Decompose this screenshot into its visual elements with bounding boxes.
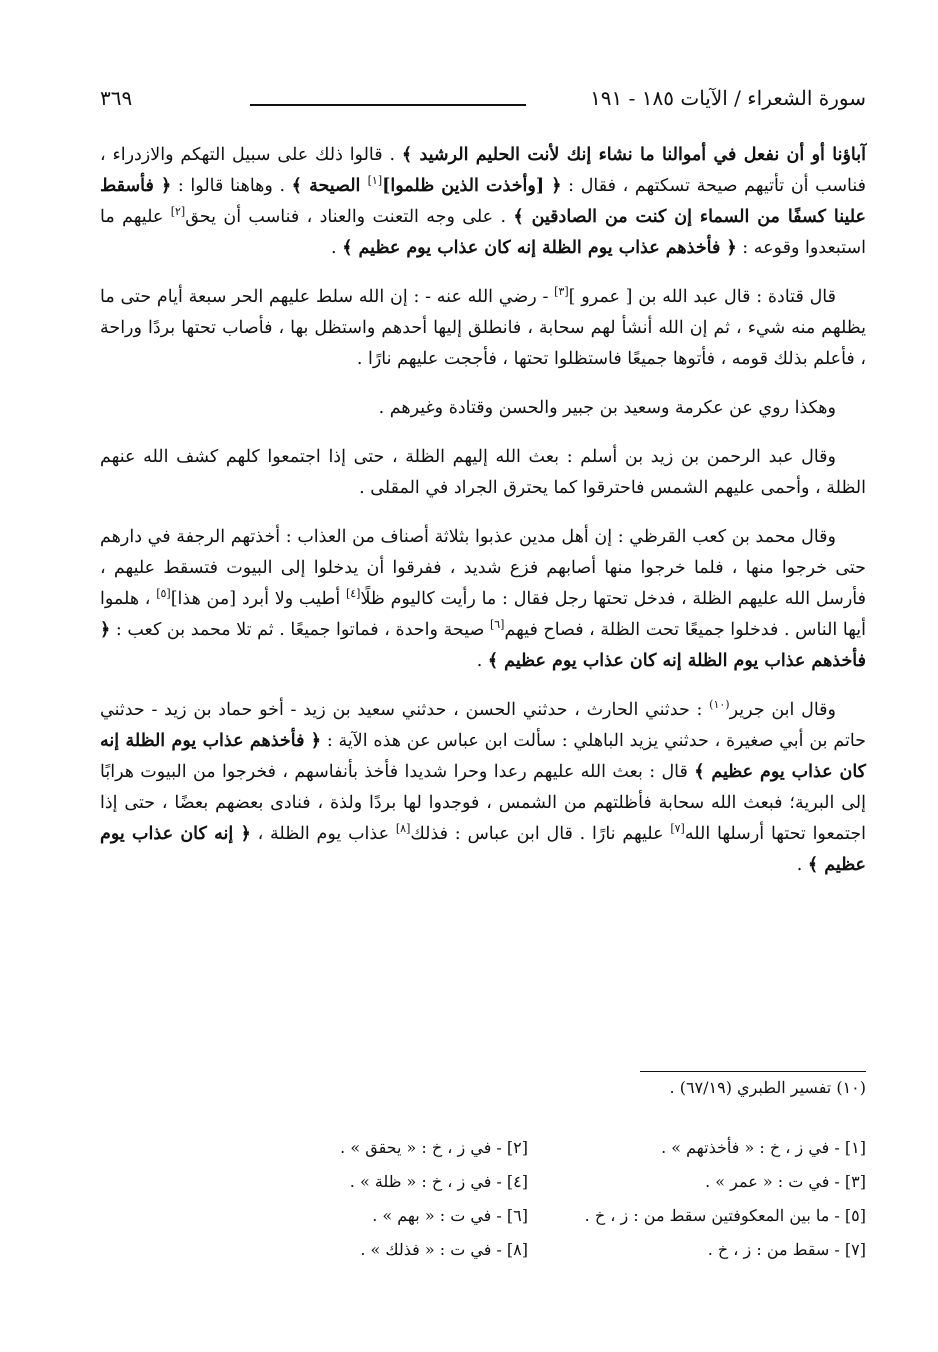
text-span: أطيب ولا أبرد [من هذا] bbox=[170, 589, 346, 609]
footnote-ref: [١] bbox=[367, 174, 383, 188]
footnote-row bbox=[190, 1206, 866, 1240]
paragraph-6 bbox=[100, 695, 866, 881]
footnote-4: [٤] - في ز ، خ : « ظلة » . bbox=[349, 1172, 528, 1191]
text-span: قال قتادة : قال عبد الله بن [ عمرو ] bbox=[568, 287, 836, 307]
quran-quote: ﴿ فأسقط علينا كسفًا من السماء إن كنت من الصادقين ﴾ bbox=[100, 176, 866, 227]
quran-quote: ﴿ فأخذهم عذاب يوم الظلة إنه كان عذاب يوم عظيم ﴾ bbox=[100, 620, 866, 671]
footnote-5: [٥] - ما بين المعكوفتين سقط من : ز ، خ . bbox=[584, 1206, 866, 1225]
footnote-7: [٧] - سقط من : ز ، خ . bbox=[707, 1240, 866, 1259]
footnote-ref: [٥] bbox=[156, 587, 171, 601]
footnote-10: (١٠) تفسير الطبري (٦٧/١٩) . bbox=[669, 1078, 866, 1097]
footnote-ref: [٣] bbox=[554, 285, 569, 299]
text-span: : حدثني الحارث ، حدثني الحسن ، حدثني سعيد بن زيد - أخو حماد بن زيد - حدثني حاتم بن أبي صغيرة ، حدثني يزيد الباهلي : سألت ابن عباس عن هذه الآية : bbox=[100, 700, 866, 751]
quran-quote: ﴿ [وأخذت الذين ظلموا] bbox=[382, 176, 562, 196]
header-rule bbox=[250, 104, 526, 106]
quran-quote: ﴿ فأخذهم عذاب يوم الظلة إنه كان عذاب يوم عظيم ﴾ bbox=[100, 731, 866, 782]
page-number: ٣٦٩ bbox=[100, 86, 133, 110]
paragraph-5 bbox=[100, 522, 866, 677]
footnote-ref: [٤] bbox=[345, 587, 361, 601]
text-span: عليهم ما استبعدوا وقوعه : bbox=[100, 207, 866, 258]
quran-quote: ﴿ فأخذهم عذاب يوم الظلة إنه كان عذاب يوم عظيم ﴾ bbox=[342, 238, 737, 258]
text-span: عليهم نارًا . قال ابن عباس : فذلك bbox=[410, 824, 671, 844]
text-span: - رضي الله عنه - : إن الله سلط عليهم الحر سبعة أيام حتى ما يظلهم منه شيء ، ثم إن الله أنشأ لهم سحابة ، فانطلق إليها أحدهم واستظل بها ، فأصاب تحتها بردًا وراحة ، فأعلم بذلك قومه ، فأتوها جميعًا فاستظلوا تحتها ، فأججت عليهم نارًا . bbox=[100, 287, 866, 369]
paragraph-4: وقال عبد الرحمن بن زيد بن أسلم : بعث الله إليهم الظلة ، حتى إذا اجتمعوا كلهم كشف الله عنهم الظلة ، وأحمى عليهم الشمس فاحترقوا كما يحترق الجراد في المقلى . bbox=[100, 447, 866, 498]
page-header bbox=[100, 80, 866, 120]
paragraph-3: وهكذا روي عن عكرمة وسعيد بن جبير والحسن وقتادة وغيرهم . bbox=[378, 398, 836, 418]
text-span: . bbox=[331, 238, 343, 258]
footnote-3: [٣] - في ت : « عمر » . bbox=[705, 1172, 866, 1191]
footnote-ref: [٨] bbox=[395, 822, 411, 836]
running-title: سورة الشعراء / الآيات ١٨٥ - ١٩١ bbox=[590, 86, 866, 110]
paragraph-1 bbox=[100, 140, 866, 264]
footnote-ref: (١٠) bbox=[709, 698, 730, 712]
text-span: عذاب يوم الظلة ، bbox=[250, 824, 396, 844]
footnote-1: [١] - في ز ، خ : « فأخذتهم » . bbox=[661, 1138, 866, 1157]
footnote-row bbox=[190, 1138, 866, 1172]
footnote-rule bbox=[640, 1071, 866, 1072]
footnotes bbox=[190, 1138, 866, 1274]
footnote-6: [٦] - في ت : « بهم » . bbox=[372, 1206, 528, 1225]
footnote-ref: [٢] bbox=[170, 205, 186, 219]
text-span: قال : بعث الله عليهم رعدا وحرا شديدا فأخذ بأنفاسهم ، فخرجوا من البيوت هرابًا إلى البرية؛ فبعث الله سحابة فأظلتهم من الشمس ، فوجدوا لها بردًا ولذة ، فنادى بعضهم بعضًا ، حتى إذا اجتمعوا تحتها أرسلها الله bbox=[100, 762, 866, 844]
footnote-ref: [٧] bbox=[670, 822, 685, 836]
text-span: . قالوا ذلك على سبيل التهكم والازدراء ، فناسب أن تأتيهم صيحة تسكتهم ، فقال : bbox=[100, 145, 866, 196]
text-span: وقال محمد بن كعب القرظي : إن أهل مدين عذبوا بثلاثة أصناف من العذاب : أخذتهم الرجفة في دارهم حتى خرجوا منها ، فلما خرجوا منها أصابهم فزع شديد ، ففرقوا أن يدخلوا إلى البيوت فتسقط عليهم ، فأرسل الله عليهم الظلة ، فدخل تحتها رجل فقال : ما رأيت كاليوم ظلًا bbox=[100, 527, 866, 609]
quran-quote: الصيحة ﴾ bbox=[291, 176, 368, 196]
text-span: . وهاهنا قالوا : bbox=[171, 176, 292, 196]
text-span: ، هلموا أيها الناس . فدخلوا جميعًا تحت الظلة ، فصاح فيهم bbox=[100, 589, 866, 640]
text-span: . bbox=[476, 651, 488, 671]
footnote-ref: [٦] bbox=[489, 618, 505, 632]
text-span: صيحة واحدة ، فماتوا جميعًا . ثم تلا محمد بن كعب : bbox=[110, 620, 490, 640]
text-span: . bbox=[796, 855, 808, 875]
body-text bbox=[100, 140, 866, 899]
footnote-row bbox=[190, 1240, 866, 1274]
quran-quote: ﴿ إنه كان عذاب يوم عظيم ﴾ bbox=[100, 824, 866, 875]
footnote-row bbox=[190, 1172, 866, 1206]
footnote-8: [٨] - في ت : « فذلك » . bbox=[360, 1240, 528, 1259]
text-span: . على وجه التعنت والعناد ، فناسب أن يحق bbox=[185, 207, 514, 227]
paragraph-2 bbox=[100, 282, 866, 375]
quran-quote: آباؤنا أو أن نفعل في أموالنا ما نشاء إنك لأنت الحليم الرشيد ﴾ bbox=[401, 145, 866, 165]
text-span: وقال ابن جرير bbox=[729, 700, 836, 720]
footnote-2: [٢] - في ز ، خ : « يحقق » . bbox=[340, 1138, 528, 1157]
